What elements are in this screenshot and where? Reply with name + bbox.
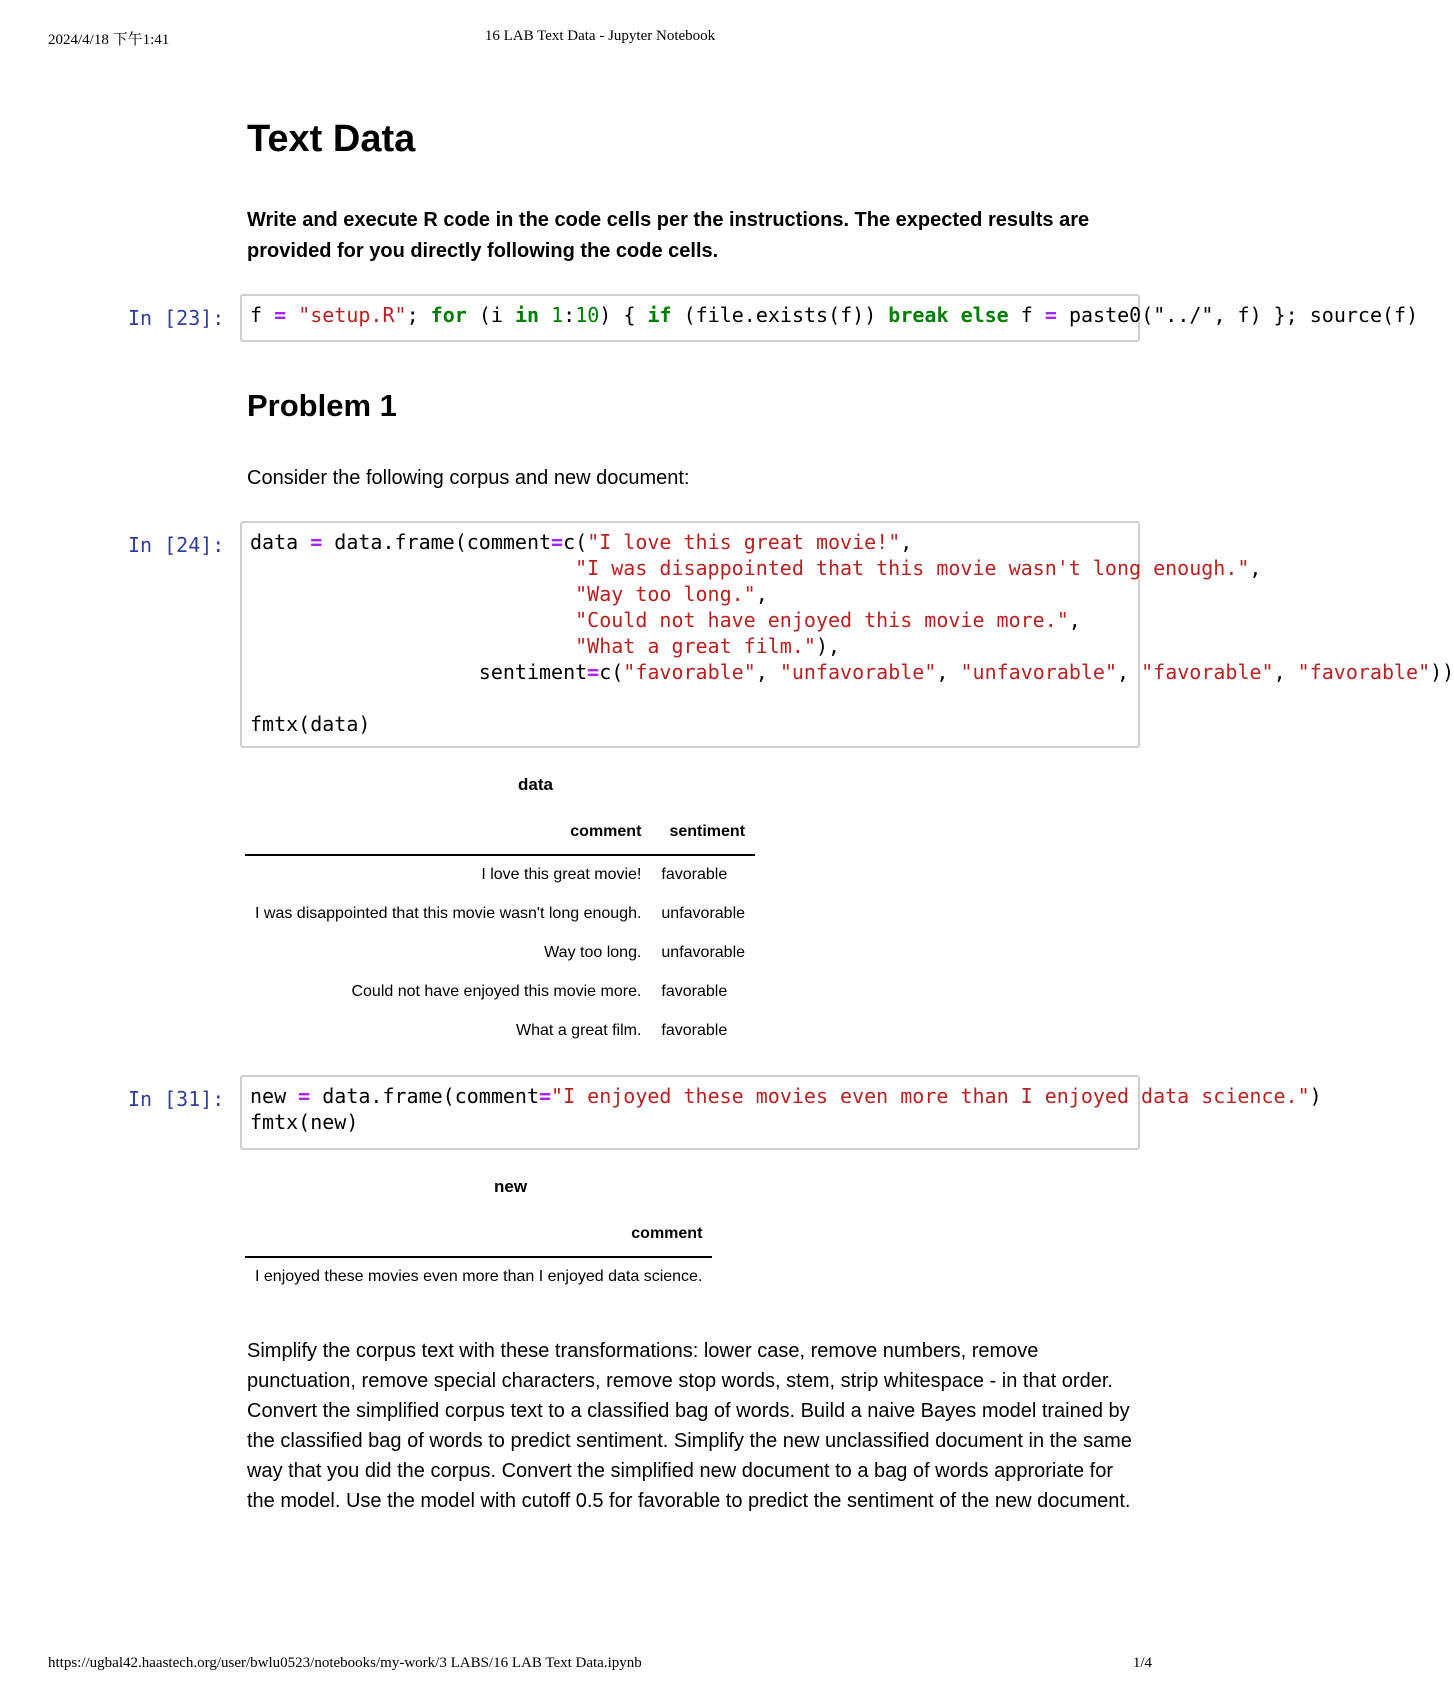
table-cell: What a great film. [516,1021,642,1039]
task-instructions: Simplify the corpus text with these transformations: lower case, remove numbers, remove punctuation, remove special characters, remove stop words, stem, strip whitespace - in that order. Convert the simplified corpus text to a classified bag of words. Build a naive Bayes model trained by the classified bag of words to predict sentiment. Simplify the new unclassified document in the same way that you did the corpus. Convert the simplified new document to a bag of words approriate for the model. Use the model with cutoff 0.5 for favorable to predict the sentiment of the new document. [247,1340,1132,1512]
table-cell: Could not have enjoyed this movie more. [351,982,642,1000]
code-cell-setup[interactable] [240,294,1419,342]
table-cell: unfavorable [661,943,746,961]
print-url: https://ugbal42.haastech.org/user/bwlu0523/notebooks/my-work/3 LABS/16 LAB Text Data.ipynb [48,1655,642,1671]
column-header: sentiment [669,822,746,840]
code-editor[interactable]: data = data.frame(comment=c("I love this great movie!", "I was disappointed that this movie wasn't long enough.", "Way too long.", "Could not have enjoyed this movie more.", "What a great film."), sentiment=c("favorable", "unfavorable", "unfavorable", "favorable", "favorable")) fmtx(data) [250,530,1454,736]
cell-prompt: In [24]: [128,533,225,557]
data-table [245,809,755,1050]
instructions-text: Write and execute R code in the code cells per the instructions. The expected results are provided for you directly following the code cells. [247,209,1090,262]
table-row [245,1011,755,1050]
table-row [245,894,755,933]
column-header: comment [631,1224,703,1242]
table-cell: Way too long. [544,943,642,961]
page-number: 1/4 [1132,1655,1152,1671]
table-row [245,972,755,1011]
problem-title: Problem 1 [247,388,397,423]
table-cell: favorable [661,866,728,883]
code-editor[interactable]: f = "setup.R"; for (i in 1:10) { if (file.exists(f)) break else f = paste0("../", f) }; source(f) [250,303,1419,327]
table-row [245,855,755,894]
table-cell: unfavorable [661,904,746,922]
new-table [245,1211,712,1296]
print-footer [0,1655,1200,1679]
table-caption: data [518,775,553,794]
cell-prompt: In [23]: [128,306,225,330]
code-cell-new[interactable] [240,1075,1322,1150]
print-title: 16 LAB Text Data - Jupyter Notebook [484,28,716,44]
print-datetime: 2024/4/18 下午1:41 [48,32,170,48]
code-cell-data[interactable] [240,521,1454,748]
table-row [245,933,755,972]
problem-intro: Consider the following corpus and new document: [247,467,690,489]
table-cell: I enjoyed these movies even more than I enjoyed data science. [255,1268,703,1285]
table-caption: new [494,1177,528,1196]
notebook-title: Text Data [247,118,416,160]
table-cell: I love this great movie! [481,866,642,883]
cell-prompt: In [31]: [128,1087,225,1111]
table-cell: favorable [661,1021,728,1039]
column-header: comment [570,822,642,840]
print-header [0,28,1200,52]
table-cell: favorable [661,982,728,1000]
table-row [245,1257,712,1296]
table-cell: I was disappointed that this movie wasn't long enough. [255,904,642,922]
code-editor[interactable]: new = data.frame(comment="I enjoyed these movies even more than I enjoyed data science.") fmtx(new) [250,1084,1322,1134]
